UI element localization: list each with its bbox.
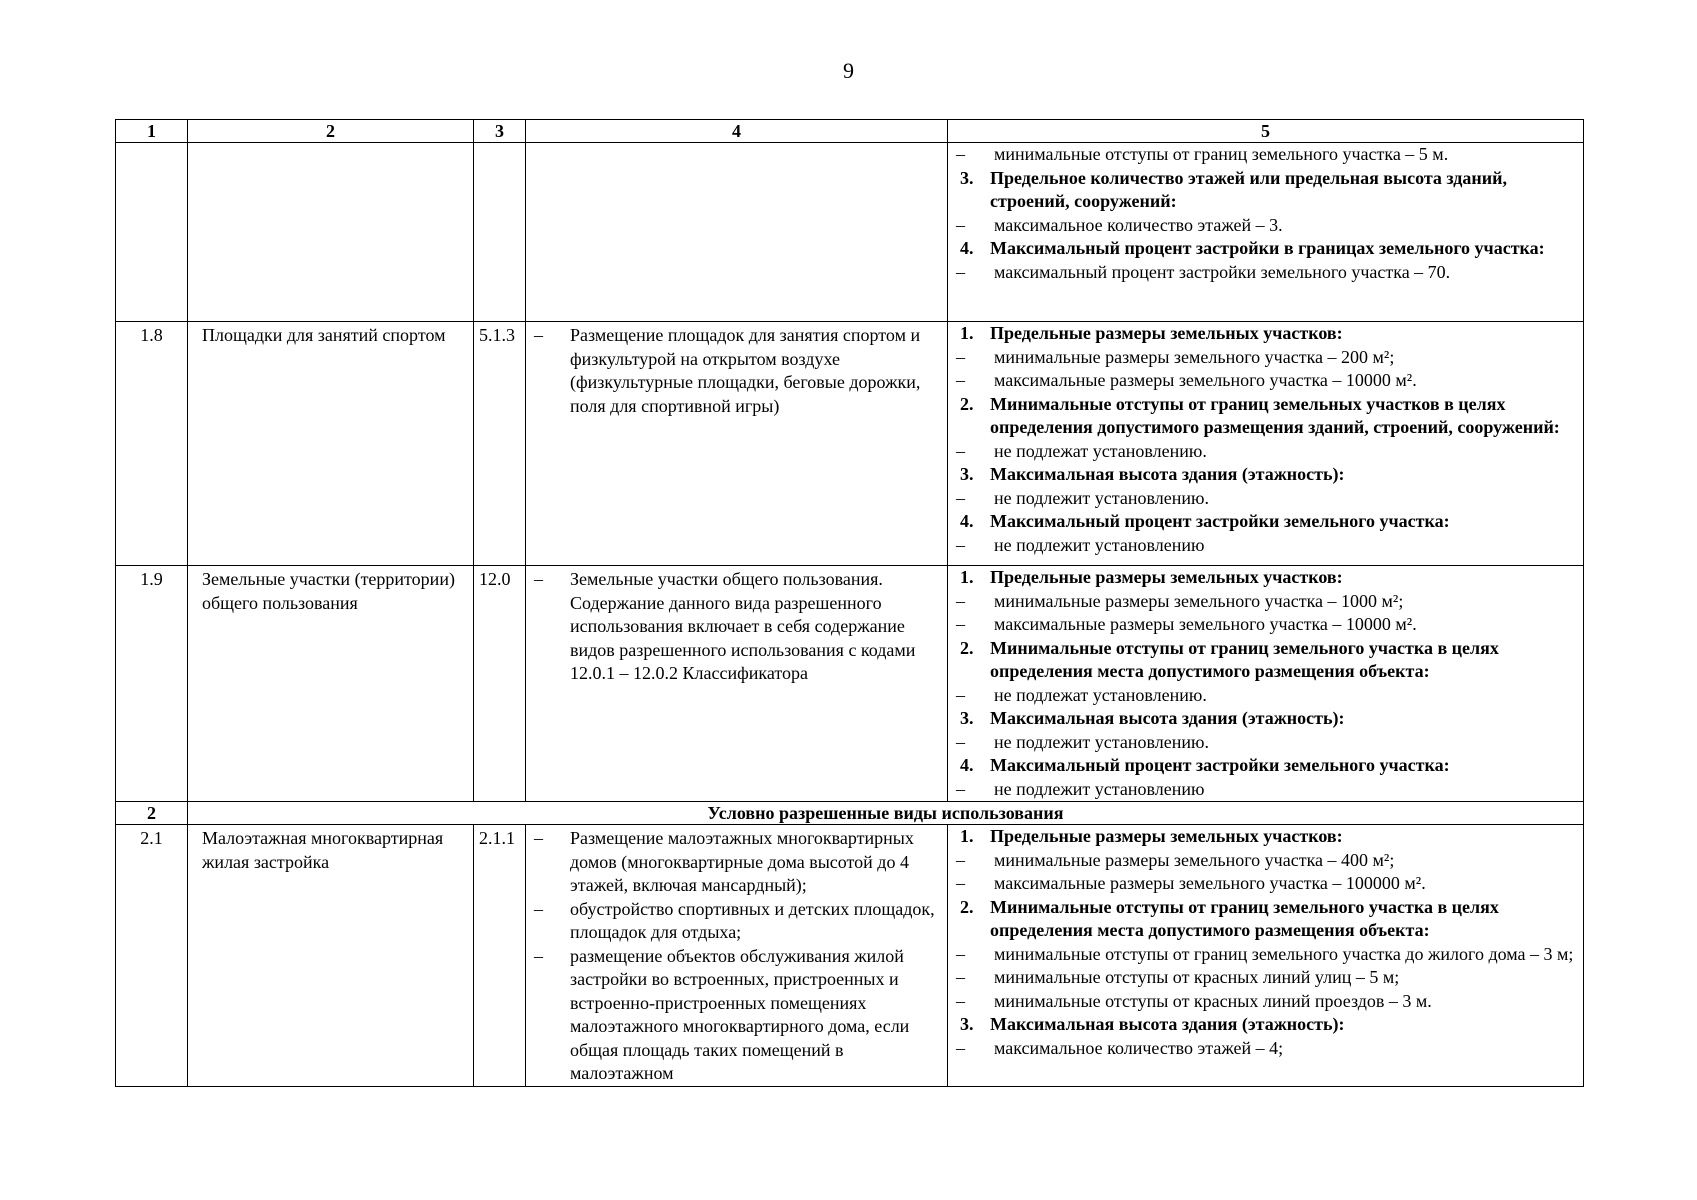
value-text: не подлежит установлению. bbox=[994, 731, 1209, 752]
heading-number: 1. bbox=[960, 567, 974, 587]
heading-number: 2. bbox=[960, 393, 974, 414]
dash-marker: – bbox=[956, 614, 965, 634]
parameter-value bbox=[956, 143, 1575, 167]
use-description bbox=[526, 322, 948, 566]
heading-text: Максимальная высота здания (этажность): bbox=[990, 1014, 1345, 1034]
table-section-conditional bbox=[116, 802, 1584, 825]
parameters-cell bbox=[948, 322, 1584, 566]
parameter-value bbox=[956, 487, 1575, 511]
dash-marker: – bbox=[956, 990, 965, 1011]
parameter-heading bbox=[956, 896, 1575, 943]
parameter-heading bbox=[956, 463, 1575, 487]
dash-marker: – bbox=[956, 778, 965, 799]
header-col-3: 3 bbox=[474, 120, 526, 143]
value-text: минимальные отступы от красных линий проездов – 3 м. bbox=[994, 990, 1432, 1011]
value-text: максимальные размеры земельного участка – 100000 м². bbox=[994, 873, 1426, 893]
section-title: Условно разрешенные виды использования bbox=[188, 802, 1584, 825]
description-text: размещение объектов обслуживания жилой застройки во встроенных, пристроенных и встроенно-пристроенных помещениях малоэтажного многоквартирного дома, если общая площадь таких помещений в малоэтажном bbox=[570, 945, 910, 1083]
parameter-value bbox=[956, 1037, 1575, 1061]
value-text: минимальные отступы от красных линий улиц – 5 м; bbox=[994, 967, 1400, 987]
value-text: не подлежит установлению bbox=[994, 534, 1205, 555]
use-type-name: Малоэтажная многоквартирная жилая застройка bbox=[188, 825, 474, 1087]
heading-text: Максимальная высота здания (этажность): bbox=[990, 464, 1345, 484]
parameter-value bbox=[956, 990, 1575, 1014]
use-type-name bbox=[188, 143, 474, 322]
heading-text: Максимальный процент застройки в границах земельного участка: bbox=[990, 238, 1545, 258]
heading-text: Предельные размеры земельных участков: bbox=[990, 826, 1343, 846]
section-row bbox=[116, 802, 1584, 825]
parameter-value bbox=[956, 346, 1575, 370]
use-description bbox=[526, 143, 948, 322]
value-text: максимальное количество этажей – 3. bbox=[994, 214, 1283, 235]
table-body-permitted bbox=[116, 143, 1584, 802]
heading-number: 3. bbox=[960, 464, 974, 484]
heading-text: Минимальные отступы от границ земельного участка в целях определения места допустимого размещения объекта: bbox=[990, 896, 1499, 940]
heading-number: 2. bbox=[960, 637, 974, 658]
heading-text: Максимальный процент застройки земельного участка: bbox=[990, 755, 1450, 775]
description-item bbox=[532, 568, 941, 686]
parameter-value bbox=[956, 613, 1575, 637]
dash-marker: – bbox=[956, 144, 965, 164]
description-item bbox=[532, 324, 941, 418]
parameters-cell bbox=[948, 143, 1584, 322]
parameter-value bbox=[956, 778, 1575, 802]
description-text: Земельные участки общего пользования. Содержание данного вида разрешенного использования включает в себя содержание видов разрешенного использования с кодами 12.0.1 – 12.0.2 Классификатора bbox=[570, 569, 916, 683]
table-body-conditional bbox=[116, 825, 1584, 1087]
classifier-code: 2.1.1 bbox=[474, 825, 526, 1087]
parameter-heading bbox=[956, 825, 1575, 849]
value-text: минимальные размеры земельного участка – 200 м²; bbox=[994, 346, 1395, 367]
parameter-value bbox=[956, 369, 1575, 393]
dash-marker: – bbox=[534, 325, 543, 345]
description-text: Размещение малоэтажных многоквартирных домов (многоквартирные дома высотой до 4 этажей, включая мансардный); bbox=[570, 828, 914, 895]
parameter-value bbox=[956, 684, 1575, 708]
dash-marker: – bbox=[534, 945, 543, 966]
dash-marker: – bbox=[956, 440, 965, 461]
heading-text: Минимальные отступы от границ земельного участка в целях определения места допустимого размещения объекта: bbox=[990, 637, 1499, 681]
description-item bbox=[532, 898, 941, 945]
parameter-value bbox=[956, 534, 1575, 558]
parameter-heading bbox=[956, 566, 1575, 590]
description-item bbox=[532, 945, 941, 1086]
dash-marker: – bbox=[956, 214, 965, 235]
heading-text: Предельное количество этажей или предельная высота зданий, строений, сооружений: bbox=[990, 167, 1508, 211]
parameter-heading bbox=[956, 754, 1575, 778]
parameter-value bbox=[956, 214, 1575, 238]
dash-marker: – bbox=[956, 849, 965, 870]
row-number: 2.1 bbox=[116, 825, 188, 1087]
parameters-cell bbox=[948, 566, 1584, 802]
parameter-value bbox=[956, 966, 1575, 990]
heading-text: Предельные размеры земельных участков: bbox=[990, 567, 1343, 587]
use-description bbox=[526, 566, 948, 802]
parameter-value bbox=[956, 440, 1575, 464]
heading-number: 4. bbox=[960, 238, 974, 258]
dash-marker: – bbox=[534, 828, 543, 848]
dash-marker: – bbox=[956, 534, 965, 555]
dash-marker: – bbox=[956, 1037, 965, 1058]
dash-marker: – bbox=[956, 487, 965, 508]
heading-number: 2. bbox=[960, 896, 974, 917]
heading-text: Предельные размеры земельных участков: bbox=[990, 323, 1343, 343]
table-row bbox=[116, 322, 1584, 566]
dash-marker: – bbox=[956, 967, 965, 987]
use-description bbox=[526, 825, 948, 1087]
page-number: 9 bbox=[843, 58, 854, 83]
table-row bbox=[116, 825, 1584, 1087]
regulations-table bbox=[115, 119, 1584, 1087]
value-text: не подлежит установлению bbox=[994, 778, 1205, 799]
parameter-heading bbox=[956, 1013, 1575, 1037]
value-text: минимальные отступы от границ земельного участка – 5 м. bbox=[994, 144, 1449, 164]
value-text: максимальные размеры земельного участка – 10000 м². bbox=[994, 370, 1417, 390]
table-row bbox=[116, 566, 1584, 802]
value-text: максимальное количество этажей – 4; bbox=[994, 1037, 1284, 1058]
header-row bbox=[116, 120, 1584, 143]
classifier-code bbox=[474, 143, 526, 322]
use-type-name: Земельные участки (территории) общего пользования bbox=[188, 566, 474, 802]
value-text: минимальные размеры земельного участка – 400 м²; bbox=[994, 849, 1395, 870]
parameter-value bbox=[956, 849, 1575, 873]
parameter-heading bbox=[956, 393, 1575, 440]
dash-marker: – bbox=[956, 943, 965, 964]
header-col-2: 2 bbox=[188, 120, 474, 143]
section-number: 2 bbox=[116, 802, 188, 825]
header-col-1: 1 bbox=[116, 120, 188, 143]
value-text: минимальные размеры земельного участка – 1000 м²; bbox=[994, 590, 1404, 611]
heading-text: Максимальный процент застройки земельного участка: bbox=[990, 511, 1450, 531]
heading-number: 1. bbox=[960, 323, 974, 343]
description-text: Размещение площадок для занятия спортом и физкультурой на открытом воздухе (физкультурные площадки, беговые дорожки, поля для спортивной игры) bbox=[570, 325, 921, 416]
value-text: максимальный процент застройки земельного участка – 70. bbox=[994, 261, 1451, 282]
parameter-value bbox=[956, 590, 1575, 614]
heading-text: Максимальная высота здания (этажность): bbox=[990, 708, 1345, 728]
parameter-heading bbox=[956, 322, 1575, 346]
parameter-value bbox=[956, 261, 1575, 285]
parameter-heading bbox=[956, 707, 1575, 731]
parameters-cell bbox=[948, 825, 1584, 1087]
dash-marker: – bbox=[534, 569, 543, 589]
parameter-heading bbox=[956, 237, 1575, 261]
dash-marker: – bbox=[956, 731, 965, 752]
value-text: максимальные размеры земельного участка – 10000 м². bbox=[994, 614, 1417, 634]
parameter-heading bbox=[956, 167, 1575, 214]
dash-marker: – bbox=[956, 346, 965, 367]
header-col-5: 5 bbox=[948, 120, 1584, 143]
classifier-code: 5.1.3 bbox=[474, 322, 526, 566]
description-text: обустройство спортивных и детских площадок, площадок для отдыха; bbox=[570, 898, 935, 942]
heading-number: 3. bbox=[960, 167, 974, 188]
parameter-value bbox=[956, 872, 1575, 896]
classifier-code: 12.0 bbox=[474, 566, 526, 802]
value-text: не подлежат установлению. bbox=[994, 684, 1207, 705]
value-text: не подлежат установлению. bbox=[994, 440, 1207, 461]
row-number bbox=[116, 143, 188, 322]
dash-marker: – bbox=[956, 370, 965, 390]
header-col-4: 4 bbox=[526, 120, 948, 143]
heading-number: 3. bbox=[960, 1014, 974, 1034]
heading-number: 4. bbox=[960, 755, 974, 775]
parameter-value bbox=[956, 731, 1575, 755]
dash-marker: – bbox=[956, 261, 965, 282]
parameter-value bbox=[956, 943, 1575, 967]
row-number: 1.8 bbox=[116, 322, 188, 566]
dash-marker: – bbox=[956, 873, 965, 893]
heading-number: 1. bbox=[960, 826, 974, 846]
dash-marker: – bbox=[956, 590, 965, 611]
row-number: 1.9 bbox=[116, 566, 188, 802]
value-text: не подлежит установлению. bbox=[994, 487, 1209, 508]
heading-number: 4. bbox=[960, 511, 974, 531]
dash-marker: – bbox=[956, 684, 965, 705]
heading-text: Минимальные отступы от границ земельных участков в целях определения допустимого размещения зданий, строений, сооружений: bbox=[990, 393, 1560, 437]
heading-number: 3. bbox=[960, 708, 974, 728]
use-type-name: Площадки для занятий спортом bbox=[188, 322, 474, 566]
description-item bbox=[532, 827, 941, 898]
parameter-heading bbox=[956, 637, 1575, 684]
parameter-heading bbox=[956, 510, 1575, 534]
table-row bbox=[116, 143, 1584, 322]
dash-marker: – bbox=[534, 898, 543, 919]
value-text: минимальные отступы от границ земельного участка до жилого дома – 3 м; bbox=[994, 943, 1574, 964]
